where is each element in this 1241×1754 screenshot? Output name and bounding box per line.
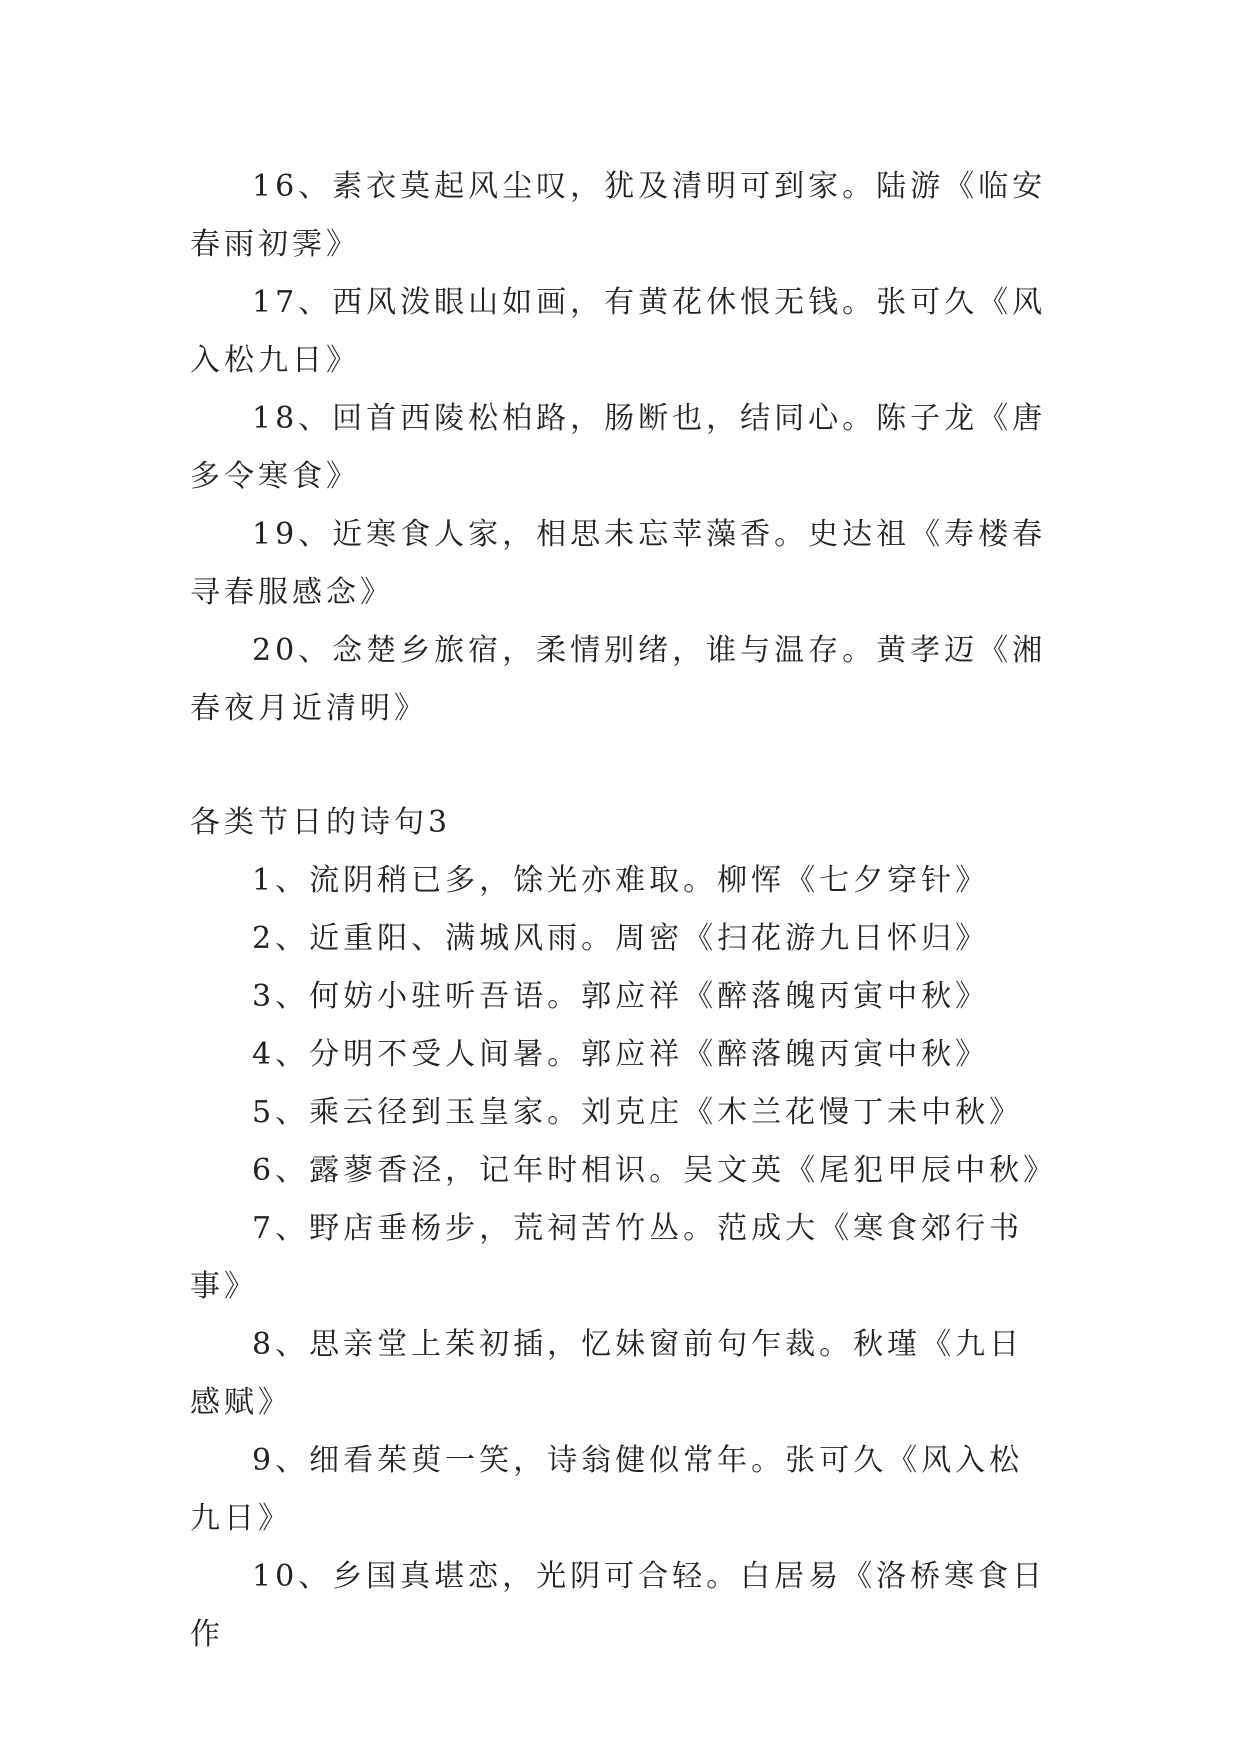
poem-line-17: 17、西风泼眼山如画，有黄花休恨无钱。张可久《风入松九日》 (190, 285, 1047, 378)
poem-line-20: 20、念楚乡旅宿，柔情别绪，谁与温存。黄孝迈《湘春夜月近清明》 (190, 633, 1047, 726)
section-heading: 各类节日的诗句3 (190, 805, 452, 840)
poem-line-18: 18、回首西陵松柏路，肠断也，结同心。陈子龙《唐多令寒食》 (190, 401, 1047, 494)
poem-line-1: 1、流阴稍已多，馀光亦难取。柳恽《七夕穿针》 (252, 863, 990, 898)
poem-line-19: 19、近寒食人家，相思未忘苹藻香。史达祖《寿楼春寻春服感念》 (190, 517, 1047, 610)
poem-line-10: 10、乡国真堪恋，光阴可合轻。白居易《洛桥寒食日作 (190, 1559, 1047, 1652)
poem-line-9: 9、细看茱萸一笑，诗翁健似常年。张可久《风入松九日》 (190, 1443, 1024, 1536)
poem-line-16: 16、素衣莫起风尘叹，犹及清明可到家。陆游《临安春雨初霁》 (190, 169, 1047, 262)
poem-line-2: 2、近重阳、满城风雨。周密《扫花游九日怀归》 (252, 921, 990, 956)
poem-line-5: 5、乘云径到玉皇家。刘克庄《木兰花慢丁未中秋》 (252, 1095, 1024, 1130)
poem-line-8: 8、思亲堂上茱初插，忆妹窗前句乍裁。秋瑾《九日感赋》 (190, 1327, 1024, 1420)
poem-line-6: 6、露蓼香泾，记年时相识。吴文英《尾犯甲辰中秋》 (252, 1153, 1058, 1188)
poem-line-4: 4、分明不受人间暑。郭应祥《醉落魄丙寅中秋》 (252, 1037, 990, 1072)
poem-line-7: 7、野店垂杨步，荒祠苦竹丛。范成大《寒食郊行书事》 (190, 1211, 1024, 1304)
document-body (190, 158, 1058, 1664)
poem-line-3: 3、何妨小驻听吾语。郭应祥《醉落魄丙寅中秋》 (252, 979, 990, 1014)
